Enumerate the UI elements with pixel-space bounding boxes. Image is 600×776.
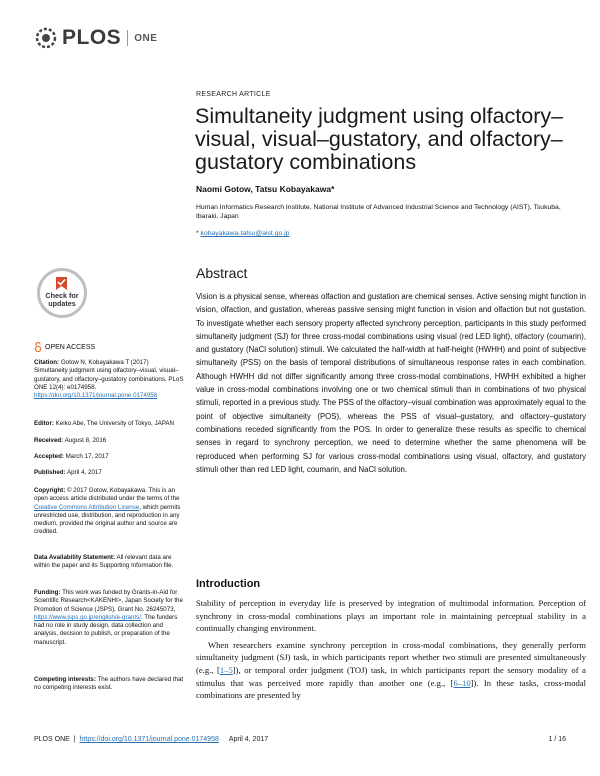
- accepted-date: March 17, 2017: [65, 453, 109, 460]
- open-lock-icon: [34, 342, 42, 352]
- editor-block: [34, 420, 184, 428]
- license-link[interactable]: Creative Commons Attribution License: [34, 503, 140, 511]
- intro-p2-text-b: ]), or temporal order judgment (TOJ) task, in which participants report the sensory modality of a stimulus that was perceived more rapidly than another one (e.g., [: [196, 664, 586, 688]
- abstract-heading: Abstract: [196, 265, 248, 281]
- copyright-block: [34, 487, 184, 537]
- competing-interests-block: [34, 676, 184, 693]
- citation-text: Gotow N, Kobayakawa T (2017) Simultaneity judgment using olfactory–visual, visual–gustatory, and olfactory–gustatory combinations. PLoS ONE 12(4): e0174958.: [34, 359, 184, 391]
- plos-logo-icon: [34, 26, 58, 50]
- copyright-label: Copyright:: [34, 487, 66, 494]
- open-access-label: OPEN ACCESS: [45, 343, 96, 351]
- logo-journal: ONE: [134, 32, 158, 44]
- citation-label: Citation:: [34, 359, 60, 366]
- data-availability-label: Data Availability Statement:: [34, 554, 116, 561]
- logo-text: PLOS: [62, 26, 122, 49]
- funding-link[interactable]: https://www.jsps.go.jp/english/e-grants/: [34, 613, 141, 621]
- intro-paragraph-2: [196, 639, 586, 702]
- funding-text: This work was funded by Grants-in-Aid for Scientific Research<KAKENHI>, Japan Society for the Promotion of Science (JSPS), Grant No. 26245073,: [34, 589, 183, 613]
- accepted-block: [34, 453, 184, 461]
- intro-p2-text-c: ]). In these tasks, cross-modal combinations are presented by: [196, 677, 587, 701]
- footer-doi-link[interactable]: https://doi.org/10.1371/journal.pone.0174958: [79, 736, 219, 743]
- article-title: Simultaneity judgment using olfactory–visual, visual–gustatory, and olfactory–gustatory combinations: [195, 104, 564, 174]
- footer-left: [34, 736, 270, 743]
- footer-separator: |: [73, 736, 76, 743]
- intro-p2-text-a: When researchers examine synchrony perception in cross-modal combinations, they generally perform simultaneity judgment (SJ) task, in which participants report whether two stimuli are presented simultaneously (e.g., [: [196, 639, 586, 675]
- competing-text: The authors have declared that no competing interests exist.: [34, 676, 184, 692]
- page-number: 1 / 16: [548, 736, 566, 743]
- funding-label: Funding:: [34, 589, 61, 596]
- bookmark-icon: [54, 276, 69, 291]
- corresponding-email: [196, 230, 289, 237]
- article-type: RESEARCH ARTICLE: [196, 91, 271, 98]
- intro-paragraph-1: Stability of perception in everyday life is preserved by integration of multimodal information. Perception of synchrony in cross-modal combinations plays an important role in maintaining perceptual stability in a continually changing environment.: [196, 598, 586, 634]
- page-footer: [34, 736, 566, 743]
- editor-label: Editor:: [34, 420, 54, 427]
- reference-link-6-10[interactable]: 6–10: [453, 677, 471, 688]
- copyright-text: © 2017 Gotow, Kobayakawa. This is an open access article distributed under the terms of the: [34, 487, 180, 503]
- logo-divider: [127, 30, 128, 46]
- accepted-label: Accepted:: [34, 453, 64, 460]
- check-for-updates-badge[interactable]: [37, 268, 87, 318]
- check-updates-label: Check for updates: [45, 291, 79, 308]
- introduction-body: [196, 597, 586, 702]
- introduction-heading: Introduction: [196, 578, 261, 590]
- article-authors: Naomi Gotow, Tatsu Kobayakawa*: [196, 184, 335, 194]
- editor-text: Keiko Abe, The University of Tokyo, JAPAN: [55, 420, 174, 427]
- competing-label: Competing interests:: [34, 676, 96, 683]
- footer-date: April 4, 2017: [228, 736, 269, 743]
- footer-journal: PLOS ONE: [34, 736, 70, 743]
- abstract-text: Vision is a physical sense, whereas olfaction and gustation are chemical senses. Active sensing might function in vision, olfaction, and gustation, whereas passive sensing might function in vision and olfaction but not gustation. To investigate whether each sensory property affected synchrony perception, participants in this study performed simultaneity judgment (SJ) for three cross-modal combinations using visual (red LED light), olfactory (coumarin), and gustatory (NaCl solution) stimuli. We calculated the half-width at half-height (HWHH) and point of subjective simultaneity (PSS) on the basis of temporal distributions of simultaneous response rates in each combination. Although HWHH did not differ significantly among three cross-modal combinations, HWHH exhibited a higher value in cross-modal combinations involving one or two chemical stimuli than in combinations of two physical stimuli, reported in a previous study. The PSS of the olfactory–visual combination was approximately equal to the point of objective simultaneity (POS), whereas the PSS of visual–gustatory, and olfactory–gustatory combinations receded significantly from the POS. In order to generalize these results as specific to chemical senses in regard to synchrony perception, we need to determine whether the same phenomena will be reproduced when performing SJ for various cross-modal combinations using visual, olfactory, and gustatory stimuli other than red LED light, coumarin, and NaCl solution.: [196, 292, 586, 474]
- published-date: April 4, 2017: [67, 469, 102, 476]
- published-block: [34, 469, 184, 477]
- reference-link-1-5[interactable]: 1–5: [219, 664, 233, 675]
- funding-text-rest: . The funders had no role in study design, data collection and analysis, decision to publish, or preparation of the manuscript.: [34, 613, 178, 646]
- open-access-badge: [34, 342, 95, 352]
- received-date: August 8, 2016: [64, 437, 107, 444]
- email-marker: *: [196, 230, 199, 237]
- received-label: Received:: [34, 437, 64, 444]
- received-block: [34, 437, 184, 445]
- data-availability-text: All relevant data are within the paper and its Supporting Information file.: [34, 554, 174, 570]
- citation-block: [34, 359, 184, 400]
- funding-block: [34, 589, 184, 647]
- plos-logo: [34, 26, 157, 50]
- published-label: Published:: [34, 469, 66, 476]
- citation-doi-link[interactable]: https://doi.org/10.1371/journal.pone.0174958: [34, 392, 158, 400]
- copyright-text-rest: , which permits unrestricted use, distribution, and reproduction in any medium, provided the original author and source are credited.: [34, 503, 181, 536]
- email-link[interactable]: kobayakawa-tatsu@aist.go.jp: [200, 230, 290, 237]
- article-affiliation: Human Informatics Research Institute, National Institute of Advanced Industrial Science and Technology (AIST), Tsukuba, Ibaraki, Japan: [196, 204, 561, 220]
- data-availability-block: [34, 554, 184, 571]
